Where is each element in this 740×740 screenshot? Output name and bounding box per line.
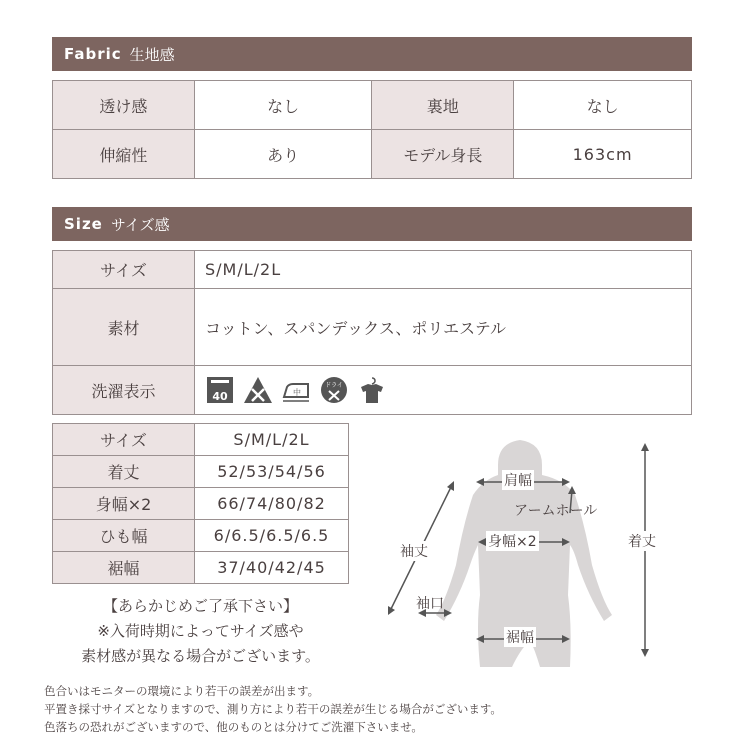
no-bleach-icon — [243, 375, 273, 405]
notice-heading: 【あらかじめご了承下さい】 — [102, 597, 298, 615]
table-row — [53, 424, 349, 456]
table-row — [53, 366, 692, 415]
material-value: コットン、スパンデックス、ポリエステル — [195, 289, 692, 366]
table-row — [53, 81, 692, 130]
hang-dry-icon — [357, 375, 387, 405]
size-title-en: Size — [64, 215, 103, 233]
svg-text:ドライ: ドライ — [325, 382, 343, 389]
care-symbols — [195, 366, 692, 415]
hem-label: 裾幅 — [504, 627, 536, 647]
cuff-label: 袖口 — [416, 596, 444, 612]
shoulder-label: 肩幅 — [502, 470, 534, 490]
table-row — [53, 488, 349, 520]
table-row — [53, 251, 692, 289]
meas-label: 裾幅 — [53, 552, 195, 584]
table-row — [53, 520, 349, 552]
table-row — [53, 289, 692, 366]
footnote: 色合いはモニターの環境により若干の誤差が出ます。 — [44, 684, 320, 698]
garment-diagram — [380, 435, 680, 675]
size-table — [52, 250, 692, 415]
fabric-section-header — [52, 37, 692, 71]
no-dry-clean-icon — [319, 375, 349, 405]
meas-value: 37/40/42/45 — [195, 552, 349, 584]
meas-label: 着丈 — [53, 456, 195, 488]
sleeve-label: 袖丈 — [400, 541, 428, 561]
stretch-value: あり — [194, 130, 372, 179]
wash-40-icon — [205, 375, 235, 405]
notice-line: ※入荷時期によってサイズ感や — [97, 622, 304, 640]
measurement-table — [52, 423, 349, 584]
size-value: S/M/L/2L — [195, 251, 692, 289]
table-row — [53, 130, 692, 179]
meas-value: 66/74/80/82 — [195, 488, 349, 520]
footnote: 平置き採寸サイズとなりますので、測り方により若干の誤差が生じる場合がございます。 — [44, 702, 502, 716]
meas-value: S/M/L/2L — [195, 424, 349, 456]
size-label: サイズ — [53, 251, 195, 289]
width-label: 身幅×2 — [486, 531, 539, 551]
care-label: 洗濯表示 — [53, 366, 195, 415]
meas-value: 52/53/54/56 — [195, 456, 349, 488]
lining-value: なし — [514, 81, 692, 130]
material-label: 素材 — [53, 289, 195, 366]
armhole-label: アームホール — [514, 503, 598, 519]
sheer-value: なし — [194, 81, 372, 130]
sheer-label: 透け感 — [53, 81, 195, 130]
meas-label: サイズ — [53, 424, 195, 456]
meas-label: 身幅×2 — [53, 488, 195, 520]
size-section-header — [52, 207, 692, 241]
svg-text:中: 中 — [293, 388, 301, 397]
iron-low-icon — [281, 375, 311, 405]
meas-label: ひも幅 — [53, 520, 195, 552]
footnote: 色落ちの恐れがございますので、他のものとは分けてご洗濯下さいませ。 — [44, 720, 423, 734]
svg-text:40: 40 — [212, 390, 228, 403]
table-row — [53, 552, 349, 584]
model-height-label: モデル身長 — [372, 130, 514, 179]
meas-value: 6/6.5/6.5/6.5 — [195, 520, 349, 552]
length-label: 着丈 — [628, 531, 656, 551]
fabric-table — [52, 80, 692, 179]
fabric-title-en: Fabric — [64, 45, 122, 63]
size-title-ja: サイズ感 — [110, 215, 170, 234]
stretch-label: 伸縮性 — [53, 130, 195, 179]
fabric-title-ja: 生地感 — [129, 45, 175, 64]
table-row — [53, 456, 349, 488]
model-height-value: 163cm — [514, 130, 692, 179]
notice-line: 素材感が異なる場合がございます。 — [81, 647, 320, 665]
lining-label: 裏地 — [372, 81, 514, 130]
